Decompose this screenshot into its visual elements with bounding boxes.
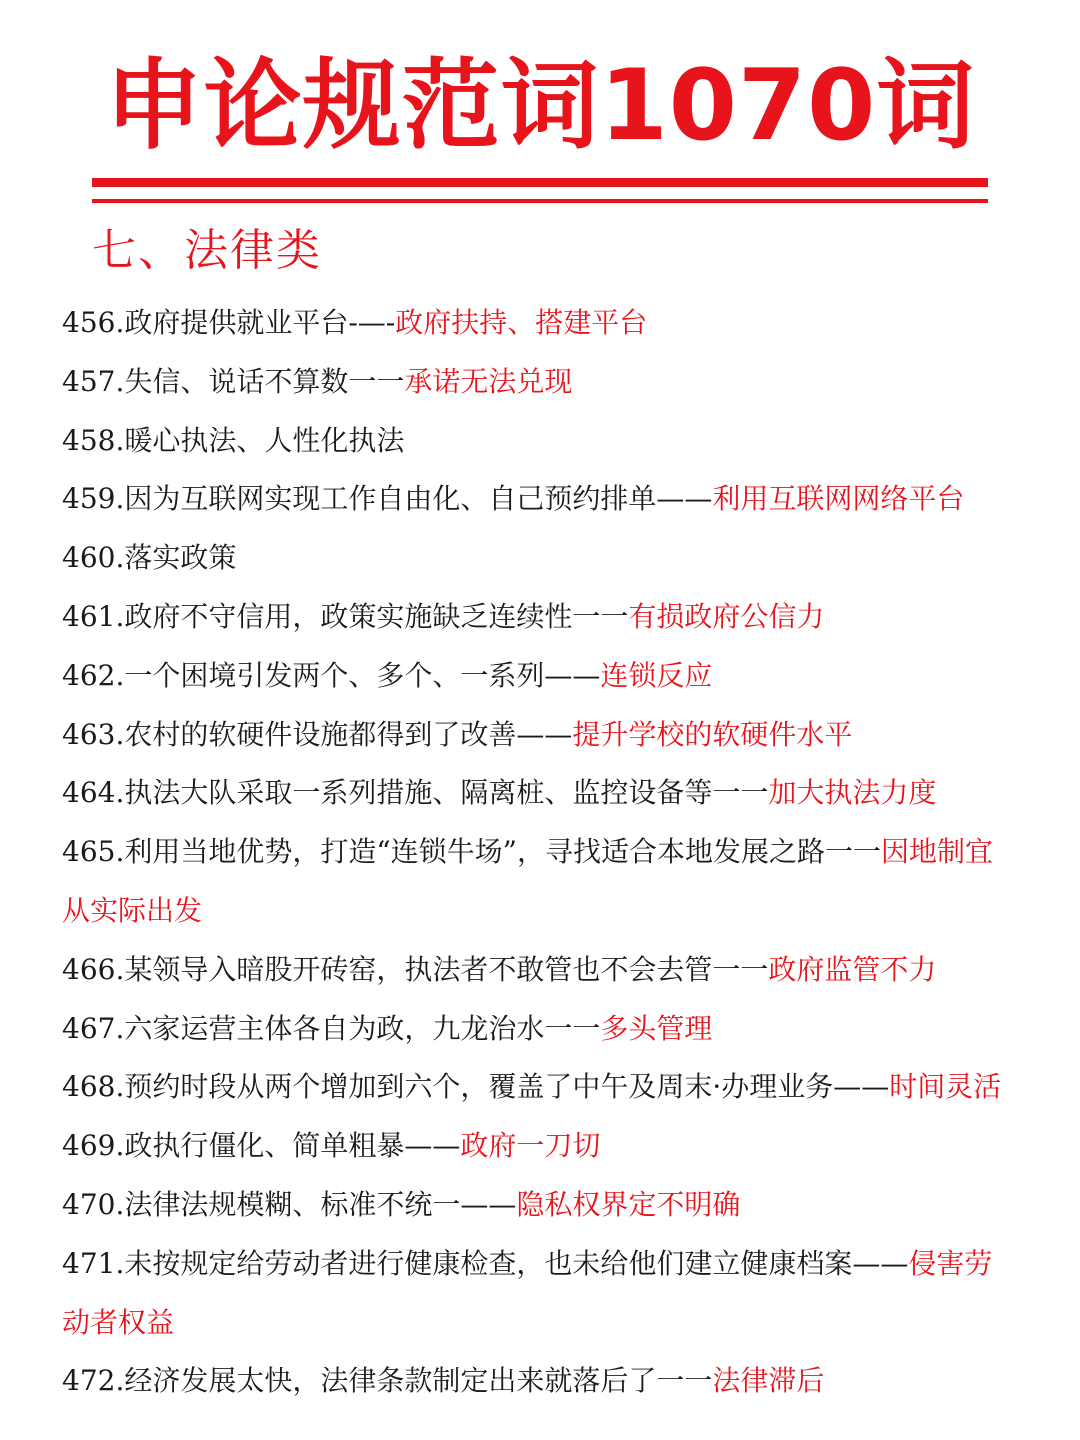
entry-answer: 提升学校的软硬件水平 xyxy=(572,717,853,751)
title-divider-thick xyxy=(92,178,988,187)
entry-text: 461.政府不守信用，政策实施缺乏连续性一一 xyxy=(62,599,629,633)
list-item xyxy=(62,1235,1012,1353)
entry-text: 459.因为互联网实现工作自由化、自己预约排单—— xyxy=(62,482,713,516)
entry-answer: 政府一刀切 xyxy=(460,1129,601,1163)
list-item xyxy=(62,294,1012,353)
entry-answer: 隐私权界定不明确 xyxy=(516,1187,741,1221)
entry-text: 464.执法大队采取一系列措施、隔离桩、监控设备等一一 xyxy=(62,776,769,810)
list-item xyxy=(62,1000,1012,1059)
entry-text: 466.某领导入暗股开砖窑，执法者不敢管也不会去管一一 xyxy=(62,952,769,986)
list-item xyxy=(62,470,1012,529)
entry-answer: 侵害劳动者权益 xyxy=(62,1246,993,1339)
entry-answer: 多头管理 xyxy=(600,1011,713,1045)
list-item xyxy=(62,823,1012,941)
entry-text: 465.利用当地优势，打造“连锁牛场”，寻找适合本地发展之路一一 xyxy=(62,835,881,869)
entry-answer: 加大执法力度 xyxy=(768,776,937,810)
entry-answer: 利用互联网网络平台 xyxy=(712,482,965,516)
list-item xyxy=(62,706,1012,765)
page-title: 申论规范词1070词 xyxy=(104,49,976,163)
list-item xyxy=(62,647,1012,706)
entry-answer: 有损政府公信力 xyxy=(628,599,825,633)
entry-answer: 连锁反应 xyxy=(600,658,713,692)
list-item xyxy=(62,529,1012,588)
list-item xyxy=(62,764,1012,823)
entry-text: 469.政执行僵化、简单粗暴—— xyxy=(62,1129,461,1163)
entry-text: 460.落实政策 xyxy=(62,541,237,575)
entry-answer: 法律滞后 xyxy=(712,1364,825,1398)
entry-text: 456.政府提供就业平台-—- xyxy=(62,306,396,339)
entry-text: 463.农村的软硬件设施都得到了改善—— xyxy=(62,717,573,751)
list-item xyxy=(62,1176,1012,1235)
list-item xyxy=(62,1352,1012,1411)
list-item xyxy=(62,1058,1012,1117)
entry-answer: 政府扶持、搭建平台 xyxy=(395,306,648,339)
entry-text: 470.法律法规模糊、标准不统一—— xyxy=(62,1187,517,1221)
list-item xyxy=(62,1117,1012,1176)
entry-answer: 时间灵活 xyxy=(889,1070,1002,1104)
list-item xyxy=(62,941,1012,1000)
vocabulary-list xyxy=(62,294,1012,1411)
entry-text: 472.经济发展太快，法律条款制定出来就落后了一一 xyxy=(62,1364,713,1398)
title-divider-thin xyxy=(92,199,988,203)
entry-text: 471.未按规定给劳动者进行健康检查，也未给他们建立健康档案—— xyxy=(62,1246,909,1280)
list-item xyxy=(62,588,1012,647)
entry-text: 457.失信、说话不算数一一 xyxy=(62,364,405,398)
entry-answer: 承诺无法兑现 xyxy=(404,364,573,398)
entry-text: 458.暖心执法、人性化执法 xyxy=(62,423,405,457)
entry-answer: 政府监管不力 xyxy=(768,952,937,986)
entry-text: 462.一个困境引发两个、多个、一系列—— xyxy=(62,658,601,692)
entry-answer: 因地制宜从实际出发 xyxy=(62,835,993,927)
section-heading: 七、法律类 xyxy=(92,225,322,276)
entry-text: 468.预约时段从两个增加到六个，覆盖了中午及周末·办理业务—— xyxy=(62,1070,890,1104)
list-item xyxy=(62,412,1012,471)
list-item xyxy=(62,353,1012,412)
entry-text: 467.六家运营主体各自为政，九龙治水一一 xyxy=(62,1011,601,1045)
